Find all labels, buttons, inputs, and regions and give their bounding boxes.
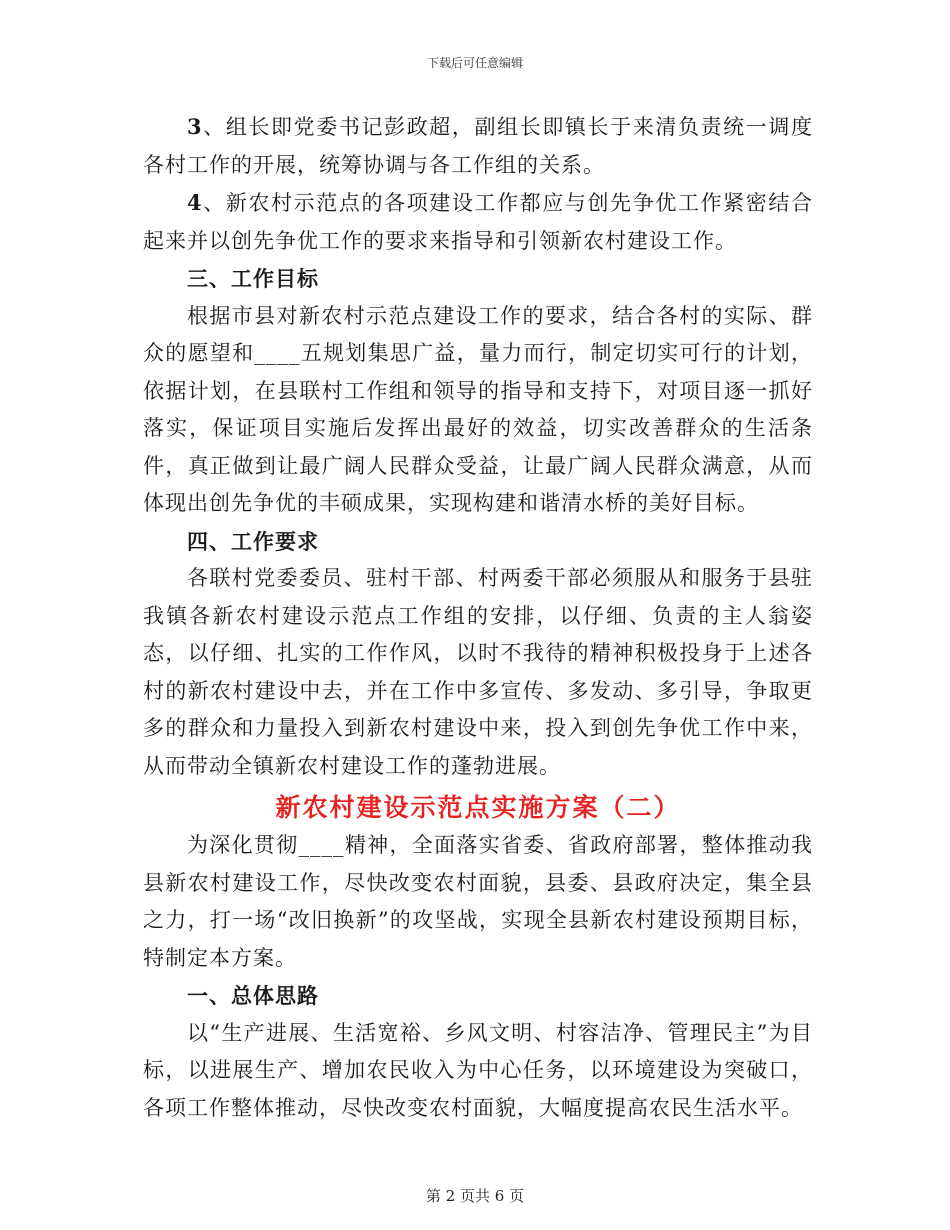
document-2-title: 新农村建设示范点实施方案（二） [275, 793, 681, 822]
item-4-number: 4 [187, 190, 203, 215]
section-4-paragraph: 各联村党委委员、驻村干部、村两委干部必须服从和服务于县驻我镇各新农村建设示范点工作组的安排，以仔细、负责的主人翁姿态，以仔细、扎实的工作作风，以时不我待的精神积极投身于上述各村的新农村建设中去，并在工作中多宣传、多发动、多引导，争取更多的群众和力量投入到新农村建设中来，投入到创先争优工作中来，从而带动全镇新农村建设工作的蓬勃进展。 [143, 566, 813, 778]
item-4-paragraph [143, 184, 813, 260]
document-body [143, 108, 813, 1127]
item-4-text: 、新农村示范点的各项建设工作都应与创先争优工作紧密结合起来并以创先争优工作的要求来指导和引领新农村建设工作。 [143, 191, 813, 253]
section-3-heading: 三、工作目标 [187, 266, 319, 291]
item-3-text: 、组长即党委书记彭政超，副组长即镇长于来清负责统一调度各村工作的开展，统筹协调与各工作组的关系。 [143, 115, 813, 177]
page-number-footer: 第 2 页共 6 页 [425, 1187, 525, 1205]
document-2-section-1-heading: 一、总体思路 [187, 983, 319, 1008]
section-3-paragraph: 根据市县对新农村示范点建设工作的要求，结合各村的实际、群众的愿望和____五规划集思广益，量力而行，制定切实可行的计划，依据计划，在县联村工作组和领导的指导和支持下，对项目逐一抓好落实，保证项目实施后发挥出最好的效益，切实改善群众的生活条件，真正做到让最广阔人民群众受益，让最广阔人民群众满意，从而体现出创先争优的丰硕成果，实现构建和谐清水桥的美好目标。 [143, 303, 813, 515]
document-2-section-1-paragraph: 以“生产进展、生活宽裕、乡风文明、村容洁净、管理民主”为目标，以进展生产、增加农民收入为中心任务，以环境建设为突破口，各项工作整体推动，尽快改变农村面貌，大幅度提高农民生活水平。 [143, 1020, 813, 1120]
item-3-number: 3 [187, 114, 203, 139]
item-3-paragraph [143, 108, 813, 184]
document-2-intro: 为深化贯彻____精神，全面落实省委、省政府部署，整体推动我县新农村建设工作，尽快改变农村面貌，县委、县政府决定，集全县之力，打一场“改旧换新”的攻坚战，实现全县新农村建设预期目标，特制定本方案。 [143, 833, 813, 970]
page-header-note: 下载后可任意编辑 [426, 56, 523, 70]
section-4-heading: 四、工作要求 [187, 528, 319, 554]
